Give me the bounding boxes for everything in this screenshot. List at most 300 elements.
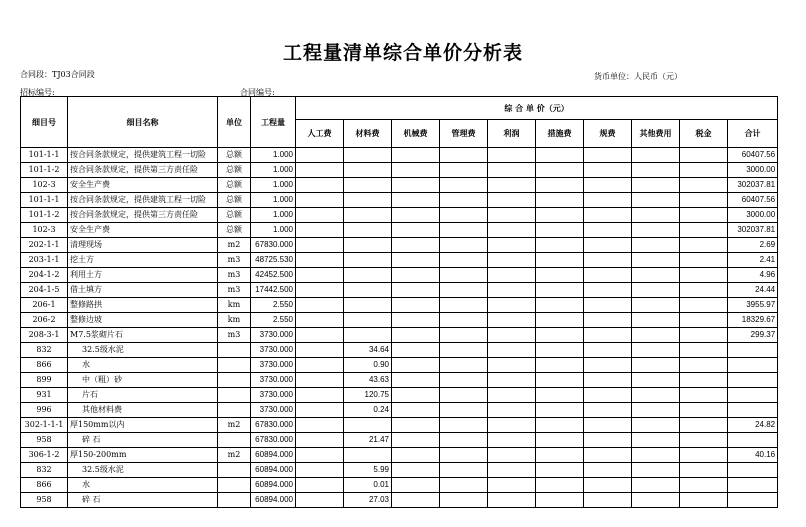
cell-labor [296, 298, 344, 313]
cell-measure [536, 493, 584, 508]
cell-total: 299.37 [728, 328, 778, 343]
cell-material: 0.01 [344, 478, 392, 493]
cell-profit [488, 433, 536, 448]
cell-total: 60407.56 [728, 193, 778, 208]
cell-fees [584, 328, 632, 343]
cell-measure [536, 448, 584, 463]
cell-fees [584, 208, 632, 223]
cell-quantity: 67830.000 [251, 433, 296, 448]
cell-management [440, 253, 488, 268]
cell-tax [680, 478, 728, 493]
cell-code: 832 [21, 463, 68, 478]
cell-labor [296, 148, 344, 163]
cell-machine [392, 478, 440, 493]
cell-labor [296, 238, 344, 253]
cell-unit [218, 388, 251, 403]
cell-other [632, 418, 680, 433]
cell-measure [536, 253, 584, 268]
cell-machine [392, 298, 440, 313]
cell-code: 306-1-2 [21, 448, 68, 463]
header-other: 其他费用 [632, 120, 680, 148]
cell-material [344, 268, 392, 283]
cell-fees [584, 478, 632, 493]
cell-labor [296, 418, 344, 433]
cell-fees [584, 223, 632, 238]
cell-name: 整修边坡 [68, 313, 218, 328]
header-code: 细目号 [21, 97, 68, 148]
table-row [21, 373, 778, 388]
cell-quantity: 67830.000 [251, 238, 296, 253]
table-row [21, 343, 778, 358]
cell-name: 整修路拱 [68, 298, 218, 313]
cell-machine [392, 343, 440, 358]
cell-fees [584, 253, 632, 268]
cell-management [440, 238, 488, 253]
cell-tax [680, 343, 728, 358]
header-fees: 规费 [584, 120, 632, 148]
cell-measure [536, 163, 584, 178]
cell-tax [680, 463, 728, 478]
cell-total: 2.41 [728, 253, 778, 268]
cell-fees [584, 388, 632, 403]
cell-labor [296, 373, 344, 388]
cell-labor [296, 433, 344, 448]
cell-quantity: 3730.000 [251, 328, 296, 343]
header-management: 管理费 [440, 120, 488, 148]
cell-labor [296, 208, 344, 223]
cell-labor [296, 463, 344, 478]
cell-code: 866 [21, 358, 68, 373]
table-row [21, 193, 778, 208]
cell-measure [536, 178, 584, 193]
cell-quantity: 1.000 [251, 193, 296, 208]
cell-machine [392, 433, 440, 448]
cell-profit [488, 358, 536, 373]
cell-code: 203-1-1 [21, 253, 68, 268]
cell-other [632, 193, 680, 208]
cell-measure [536, 343, 584, 358]
cell-code: 958 [21, 493, 68, 508]
table-row [21, 388, 778, 403]
cell-unit [218, 478, 251, 493]
cell-machine [392, 178, 440, 193]
cell-labor [296, 388, 344, 403]
cell-fees [584, 238, 632, 253]
cell-unit: 总额 [218, 148, 251, 163]
cell-tax [680, 238, 728, 253]
cell-quantity: 3730.000 [251, 403, 296, 418]
header-tax: 税金 [680, 120, 728, 148]
cell-code: 204-1-5 [21, 283, 68, 298]
cell-profit [488, 313, 536, 328]
cell-unit: m2 [218, 238, 251, 253]
table-row [21, 313, 778, 328]
cell-other [632, 223, 680, 238]
cell-quantity: 17442.500 [251, 283, 296, 298]
cell-labor [296, 223, 344, 238]
cell-total [728, 463, 778, 478]
cell-name: M7.5浆砌片石 [68, 328, 218, 343]
cell-name: 32.5级水泥 [68, 463, 218, 478]
cell-material [344, 238, 392, 253]
cell-quantity: 1.000 [251, 148, 296, 163]
table-row [21, 253, 778, 268]
cell-other [632, 208, 680, 223]
cell-other [632, 148, 680, 163]
cell-labor [296, 448, 344, 463]
cell-tax [680, 223, 728, 238]
cell-material: 0.90 [344, 358, 392, 373]
cell-measure [536, 478, 584, 493]
cell-code: 101-1-1 [21, 193, 68, 208]
table-row [21, 463, 778, 478]
cell-tax [680, 358, 728, 373]
cell-fees [584, 283, 632, 298]
cell-machine [392, 328, 440, 343]
cell-unit: 总额 [218, 163, 251, 178]
cell-other [632, 313, 680, 328]
cell-tax [680, 208, 728, 223]
cell-material: 5.99 [344, 463, 392, 478]
cell-machine [392, 268, 440, 283]
cell-management [440, 283, 488, 298]
cell-material: 27.03 [344, 493, 392, 508]
cell-machine [392, 313, 440, 328]
cell-machine [392, 463, 440, 478]
cell-material [344, 328, 392, 343]
cell-labor [296, 163, 344, 178]
cell-name: 水 [68, 358, 218, 373]
cell-labor [296, 313, 344, 328]
cell-total: 4.96 [728, 268, 778, 283]
cell-name: 安全生产费 [68, 223, 218, 238]
cell-code: 101-1-2 [21, 163, 68, 178]
cell-machine [392, 418, 440, 433]
cell-code: 899 [21, 373, 68, 388]
page-title: 工程量清单综合单价分析表 [282, 42, 523, 64]
cell-management [440, 493, 488, 508]
cell-tax [680, 433, 728, 448]
contract-section-label: 合同段：TJ03合同段 [20, 70, 95, 79]
cell-measure [536, 328, 584, 343]
cell-quantity: 42452.500 [251, 268, 296, 283]
cell-quantity: 2.550 [251, 298, 296, 313]
cell-other [632, 268, 680, 283]
header-measure: 措施费 [536, 120, 584, 148]
cell-material: 34.64 [344, 343, 392, 358]
cell-unit [218, 373, 251, 388]
cell-code: 208-3-1 [21, 328, 68, 343]
cell-unit: 总额 [218, 178, 251, 193]
cell-fees [584, 358, 632, 373]
cell-measure [536, 193, 584, 208]
cell-labor [296, 178, 344, 193]
cell-other [632, 343, 680, 358]
cell-other [632, 403, 680, 418]
cell-fees [584, 313, 632, 328]
cell-tax [680, 268, 728, 283]
cell-material [344, 163, 392, 178]
cell-measure [536, 148, 584, 163]
table-row [21, 268, 778, 283]
cell-labor [296, 493, 344, 508]
cell-profit [488, 193, 536, 208]
cell-measure [536, 418, 584, 433]
cell-labor [296, 253, 344, 268]
cell-unit: m3 [218, 328, 251, 343]
cell-machine [392, 358, 440, 373]
cell-tax [680, 283, 728, 298]
cell-other [632, 298, 680, 313]
cell-fees [584, 148, 632, 163]
cell-total: 3955.97 [728, 298, 778, 313]
cell-material: 120.75 [344, 388, 392, 403]
cell-unit: m3 [218, 283, 251, 298]
cell-total [728, 478, 778, 493]
cell-fees [584, 463, 632, 478]
cell-other [632, 283, 680, 298]
cell-machine [392, 148, 440, 163]
cell-total [728, 358, 778, 373]
cell-measure [536, 388, 584, 403]
cell-total: 2.69 [728, 238, 778, 253]
cell-fees [584, 433, 632, 448]
cell-fees [584, 343, 632, 358]
cell-fees [584, 268, 632, 283]
table-row [21, 148, 778, 163]
cell-profit [488, 223, 536, 238]
cell-fees [584, 298, 632, 313]
cell-other [632, 358, 680, 373]
cell-name: 按合同条款规定，提供建筑工程一切险 [68, 148, 218, 163]
cell-management [440, 463, 488, 478]
cell-quantity: 3730.000 [251, 343, 296, 358]
cell-fees [584, 418, 632, 433]
cell-profit [488, 208, 536, 223]
cell-machine [392, 208, 440, 223]
cell-profit [488, 463, 536, 478]
cell-material [344, 418, 392, 433]
cell-management [440, 388, 488, 403]
table-row [21, 178, 778, 193]
cell-quantity: 2.550 [251, 313, 296, 328]
contract-number-label: 合同编号: [240, 88, 275, 97]
cell-other [632, 433, 680, 448]
cell-tax [680, 388, 728, 403]
cell-labor [296, 478, 344, 493]
header-labor: 人工费 [296, 120, 344, 148]
cell-quantity: 60894.000 [251, 463, 296, 478]
cell-unit: m3 [218, 253, 251, 268]
cell-total [728, 433, 778, 448]
cell-tax [680, 178, 728, 193]
cell-code: 302-1-1-1 [21, 418, 68, 433]
table-row [21, 298, 778, 313]
cell-management [440, 313, 488, 328]
cell-tax [680, 328, 728, 343]
cell-tax [680, 148, 728, 163]
cell-profit [488, 298, 536, 313]
cell-total: 302037.81 [728, 223, 778, 238]
table-row [21, 418, 778, 433]
cell-material [344, 448, 392, 463]
currency-label: 货币单位：人民币（元） [594, 72, 682, 81]
cell-material: 0.24 [344, 403, 392, 418]
table-row [21, 208, 778, 223]
cell-labor [296, 193, 344, 208]
cell-tax [680, 418, 728, 433]
cell-unit: km [218, 298, 251, 313]
cell-labor [296, 358, 344, 373]
cell-profit [488, 373, 536, 388]
cell-management [440, 193, 488, 208]
cell-name: 碎 石 [68, 433, 218, 448]
cell-code: 931 [21, 388, 68, 403]
cell-measure [536, 268, 584, 283]
cell-material [344, 298, 392, 313]
cell-management [440, 328, 488, 343]
cell-labor [296, 343, 344, 358]
cell-total: 24.82 [728, 418, 778, 433]
cell-code: 958 [21, 433, 68, 448]
cell-profit [488, 403, 536, 418]
cell-material: 21.47 [344, 433, 392, 448]
cell-code: 202-1-1 [21, 238, 68, 253]
cell-name: 其他材料费 [68, 403, 218, 418]
cell-unit: 总额 [218, 193, 251, 208]
cell-tax [680, 193, 728, 208]
cell-profit [488, 238, 536, 253]
cell-quantity: 60894.000 [251, 448, 296, 463]
cell-management [440, 358, 488, 373]
cell-name: 借土填方 [68, 283, 218, 298]
cell-profit [488, 448, 536, 463]
table-row [21, 238, 778, 253]
header-name: 细目名称 [68, 97, 218, 148]
cell-quantity: 48725.530 [251, 253, 296, 268]
cell-code: 204-1-2 [21, 268, 68, 283]
cell-measure [536, 373, 584, 388]
cell-name: 按合同条款规定，提供第三方责任险 [68, 208, 218, 223]
cell-profit [488, 148, 536, 163]
cell-tax [680, 253, 728, 268]
cell-name: 清理现场 [68, 238, 218, 253]
cell-measure [536, 238, 584, 253]
cell-unit [218, 403, 251, 418]
cell-unit: m2 [218, 448, 251, 463]
cell-total: 60407.56 [728, 148, 778, 163]
cell-quantity: 3730.000 [251, 358, 296, 373]
cell-code: 101-1-1 [21, 148, 68, 163]
cell-management [440, 418, 488, 433]
cell-quantity: 1.000 [251, 163, 296, 178]
cell-quantity: 1.000 [251, 208, 296, 223]
cell-tax [680, 403, 728, 418]
cell-name: 按合同条款规定，提供建筑工程一切险 [68, 193, 218, 208]
cell-machine [392, 403, 440, 418]
cell-machine [392, 193, 440, 208]
table-row [21, 493, 778, 508]
cell-code: 206-1 [21, 298, 68, 313]
cell-profit [488, 268, 536, 283]
cell-management [440, 268, 488, 283]
cell-machine [392, 163, 440, 178]
cell-profit [488, 283, 536, 298]
cell-unit [218, 433, 251, 448]
cell-quantity: 1.000 [251, 223, 296, 238]
cell-profit [488, 253, 536, 268]
cell-profit [488, 343, 536, 358]
cell-total [728, 343, 778, 358]
cell-tax [680, 313, 728, 328]
cell-management [440, 208, 488, 223]
cell-fees [584, 163, 632, 178]
cell-unit: 总额 [218, 223, 251, 238]
cell-name: 安全生产费 [68, 178, 218, 193]
cell-other [632, 163, 680, 178]
cell-material [344, 283, 392, 298]
cell-quantity: 60894.000 [251, 493, 296, 508]
cell-measure [536, 223, 584, 238]
cell-profit [488, 163, 536, 178]
cell-labor [296, 283, 344, 298]
header-quantity: 工程量 [251, 97, 296, 148]
cell-management [440, 223, 488, 238]
cell-other [632, 388, 680, 403]
header-machine: 机械费 [392, 120, 440, 148]
cell-fees [584, 178, 632, 193]
cell-name: 利用土方 [68, 268, 218, 283]
cell-tax [680, 493, 728, 508]
table-row [21, 163, 778, 178]
cell-management [440, 373, 488, 388]
cell-material [344, 193, 392, 208]
cell-total: 302037.81 [728, 178, 778, 193]
cell-fees [584, 493, 632, 508]
cell-other [632, 448, 680, 463]
cell-total [728, 493, 778, 508]
header-unit: 单位 [218, 97, 251, 148]
cell-fees [584, 448, 632, 463]
cell-machine [392, 253, 440, 268]
cell-name: 32.5级水泥 [68, 343, 218, 358]
cell-unit: 总额 [218, 208, 251, 223]
table-row [21, 223, 778, 238]
cell-measure [536, 433, 584, 448]
cell-management [440, 298, 488, 313]
cell-profit [488, 478, 536, 493]
cell-labor [296, 328, 344, 343]
cell-tax [680, 448, 728, 463]
tender-number-label: 招标编号: [20, 88, 55, 97]
cell-measure [536, 208, 584, 223]
cell-management [440, 478, 488, 493]
cell-tax [680, 298, 728, 313]
header-total: 合计 [728, 120, 778, 148]
cell-profit [488, 493, 536, 508]
table-row [21, 283, 778, 298]
table-row [21, 403, 778, 418]
cell-machine [392, 493, 440, 508]
table-row [21, 328, 778, 343]
cell-unit [218, 343, 251, 358]
cell-management [440, 433, 488, 448]
cell-quantity: 67830.000 [251, 418, 296, 433]
cell-name: 片石 [68, 388, 218, 403]
cell-management [440, 148, 488, 163]
cell-machine [392, 388, 440, 403]
cell-other [632, 463, 680, 478]
